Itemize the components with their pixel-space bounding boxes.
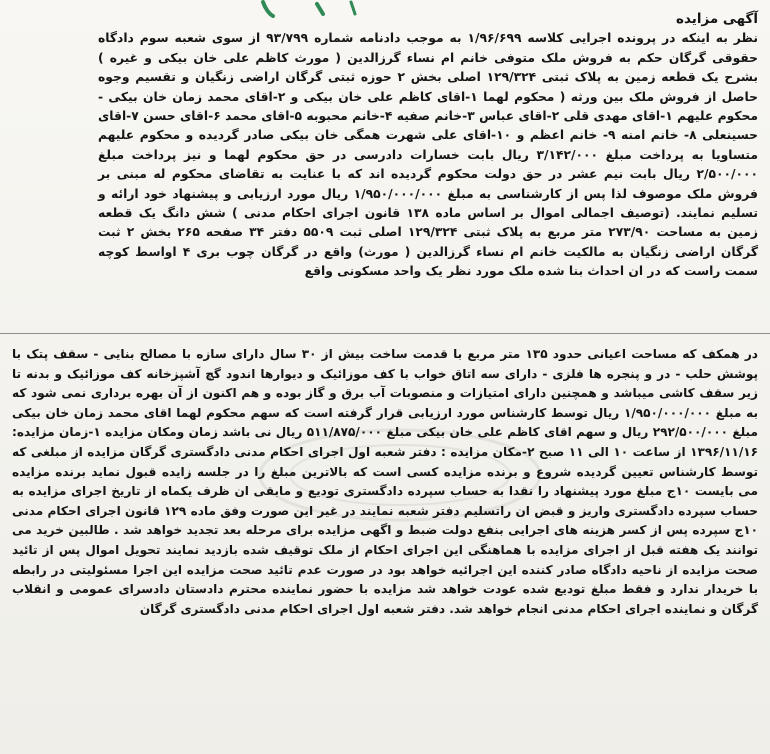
notice-top-text: نظر به اینکه در پرونده اجرایی کلاسه ۱/۹۶/۶۹۹ به موجب دادنامه شماره ۹۳/۷۹۹ از سوی شعبه سوم دادگاه حقوقی گرگان حکم به فروش ملک متوفی خانم ام نساء گرزالدین ( مورث کاظم علی خان بیکی و غیره ) بشرح یک قطعه زمین به پلاک ثبتی ۱۲۹/۳۲۴ اصلی بخش ۲ حوزه ثبتی گرگان اراضی زنگیان و تقسیم وجوه حاصل از فروش ملک بین ورثه ( محکوم لهما ۱-اقای کاظم علی خان بیکی و ۲-اقای محمد زمان خان بیکی - محکوم علیهم ۱-اقای مهدی قلی ۲-اقای عباس ۳-خانم صفیه ۴-خانم محبوبه ۵-اقای محمد ۶-اقای حسن ۷-اقای حسینعلی ۸- خانم امنه ۹- خانم اعظم و ۱۰-اقای علی شهرت همگی خان بیکی صادر گردیده و محکوم علیهم متساویا به پرداخت مبلغ ۳/۱۴۲/۰۰۰ ریال بابت خسارات دادرسی در حق محکوم لهما و نیز پرداخت مبلغ ۲/۵۰۰/۰۰۰ ریال بابت نیم عشر در حق دولت محکوم گردیده اند که با عنایت به تقاضای محکوم له مبنی بر فروش ملک موصوف لذا پس از کارشناسی به مبلغ ۱/۹۵۰/۰۰۰/۰۰۰ ریال مورد ارزیابی و پیشنهاد خود ارائه و تسلیم نمایند. (توصیف اجمالی اموال بر اساس ماده ۱۳۸ قانون اجرای احکام مدنی ) شش دانگ یک قطعه زمین به مساحت ۲۷۳/۹۰ متر مربع به پلاک ثبتی ۱۲۹/۳۲۴ اصلی ثبت ۵۵۰۹ دفتر ۳۴ صفحه ۲۶۵ بخش ۲ ثبت گرگان اراضی زنگیان به مالکیت خانم ام نساء گرزالدین ( مورث) واقع در گرگان چوب بری ۴ اواسط کوچه سمت راست که در ان احداث بنا شده ملک مورد نظر یک واحد مسکونی واقع: [98, 31, 759, 279]
notice-top-block: [98, 10, 758, 282]
section-divider: [0, 333, 770, 334]
notice-bottom-text: در همکف که مساحت اعیانی حدود ۱۳۵ متر مربع با قدمت ساخت بیش از ۳۰ سال دارای سازه با مصالح بنایی - سقف پتک با پوشش حلب - در و پنجره ها فلزی - دارای سه اتاق خواب با کف موزائیک و دیوارها اندود گچ آشپزخانه کف موزائیک و بدنه تا زیر سقف کاشی میباشد و همچنین دارای امتیازات و منصوبات آب برق و گاز بوده و هم اکنون از آن بهره برداری نمی شود که به مبلغ ۱/۹۵۰/۰۰۰/۰۰۰ ریال توسط کارشناس مورد ارزیابی قرار گرفته است که سهم محکوم لهما اقای محمد زمان خان بیکی مبلغ ۲۹۲/۵۰۰/۰۰۰ ریال و سهم اقای کاظم علی خان بیکی مبلغ ۵۱۱/۸۷۵/۰۰۰ ریال نی باشد زمان ومکان مزایده ۱-زمان مزایده: ۱۳۹۶/۱۱/۱۶ از ساعت ۱۰ الی ۱۱ صبح ۲-مکان مزایده : دفتر شعبه اول اجرای احکام مدنی دادگستری گرگان مزایده از مبلغی که توسط کارشناس تعیین گردیده شروع و برنده مزایده کسی است که بالاترین مبلغ را در جلسه زایده قبول نماید برنده مزایده می بایست ۱۰ج مبلغ مورد پیشنهاد را نقدا به حساب سپرده دادگستری تودیع و مابقی ان ظرف یکماه از تاریخ اجرای مزایده به حساب سپرده دادگستری واریز و قبض ان راتسلیم دفتر شعبه نمایند در غیر این صورت وفق ماده ۱۲۹ قانون اجرای احکام مدنی ۱۰ج سپرده پس از کسر هزینه های اجرایی بنفع دولت ضبط و اگهی مزایده برای مرحله بعد تجدید خواهد شد . طالبین خرید می توانند یک هفته قبل از اجرای مزایده با هماهنگی این اجرای احکام از ملک توقیف شده بازدید نمایند تحویل اموال پس از تائید صحت مزایده از ناحیه دادگاه صادر کننده این اجرائیه خواهد بود در صورت عدم تائید صحت مزایده این اجرا مسئولیتی در رابطه با خریدار ندارد و فقط مبلغ تودیع شده عودت خواهد شد مزایده با حضور نماینده محترم دادستان دادسرای عمومی و انقلاب گرگان و نماینده اجرای احکام مدنی انجام خواهد شد. دفتر شعبه اول اجرای احکام مدنی دادگستری گرگان: [12, 347, 758, 616]
notice-title: آگهی مزایده: [676, 11, 758, 27]
notice-bottom-block: [12, 345, 758, 619]
